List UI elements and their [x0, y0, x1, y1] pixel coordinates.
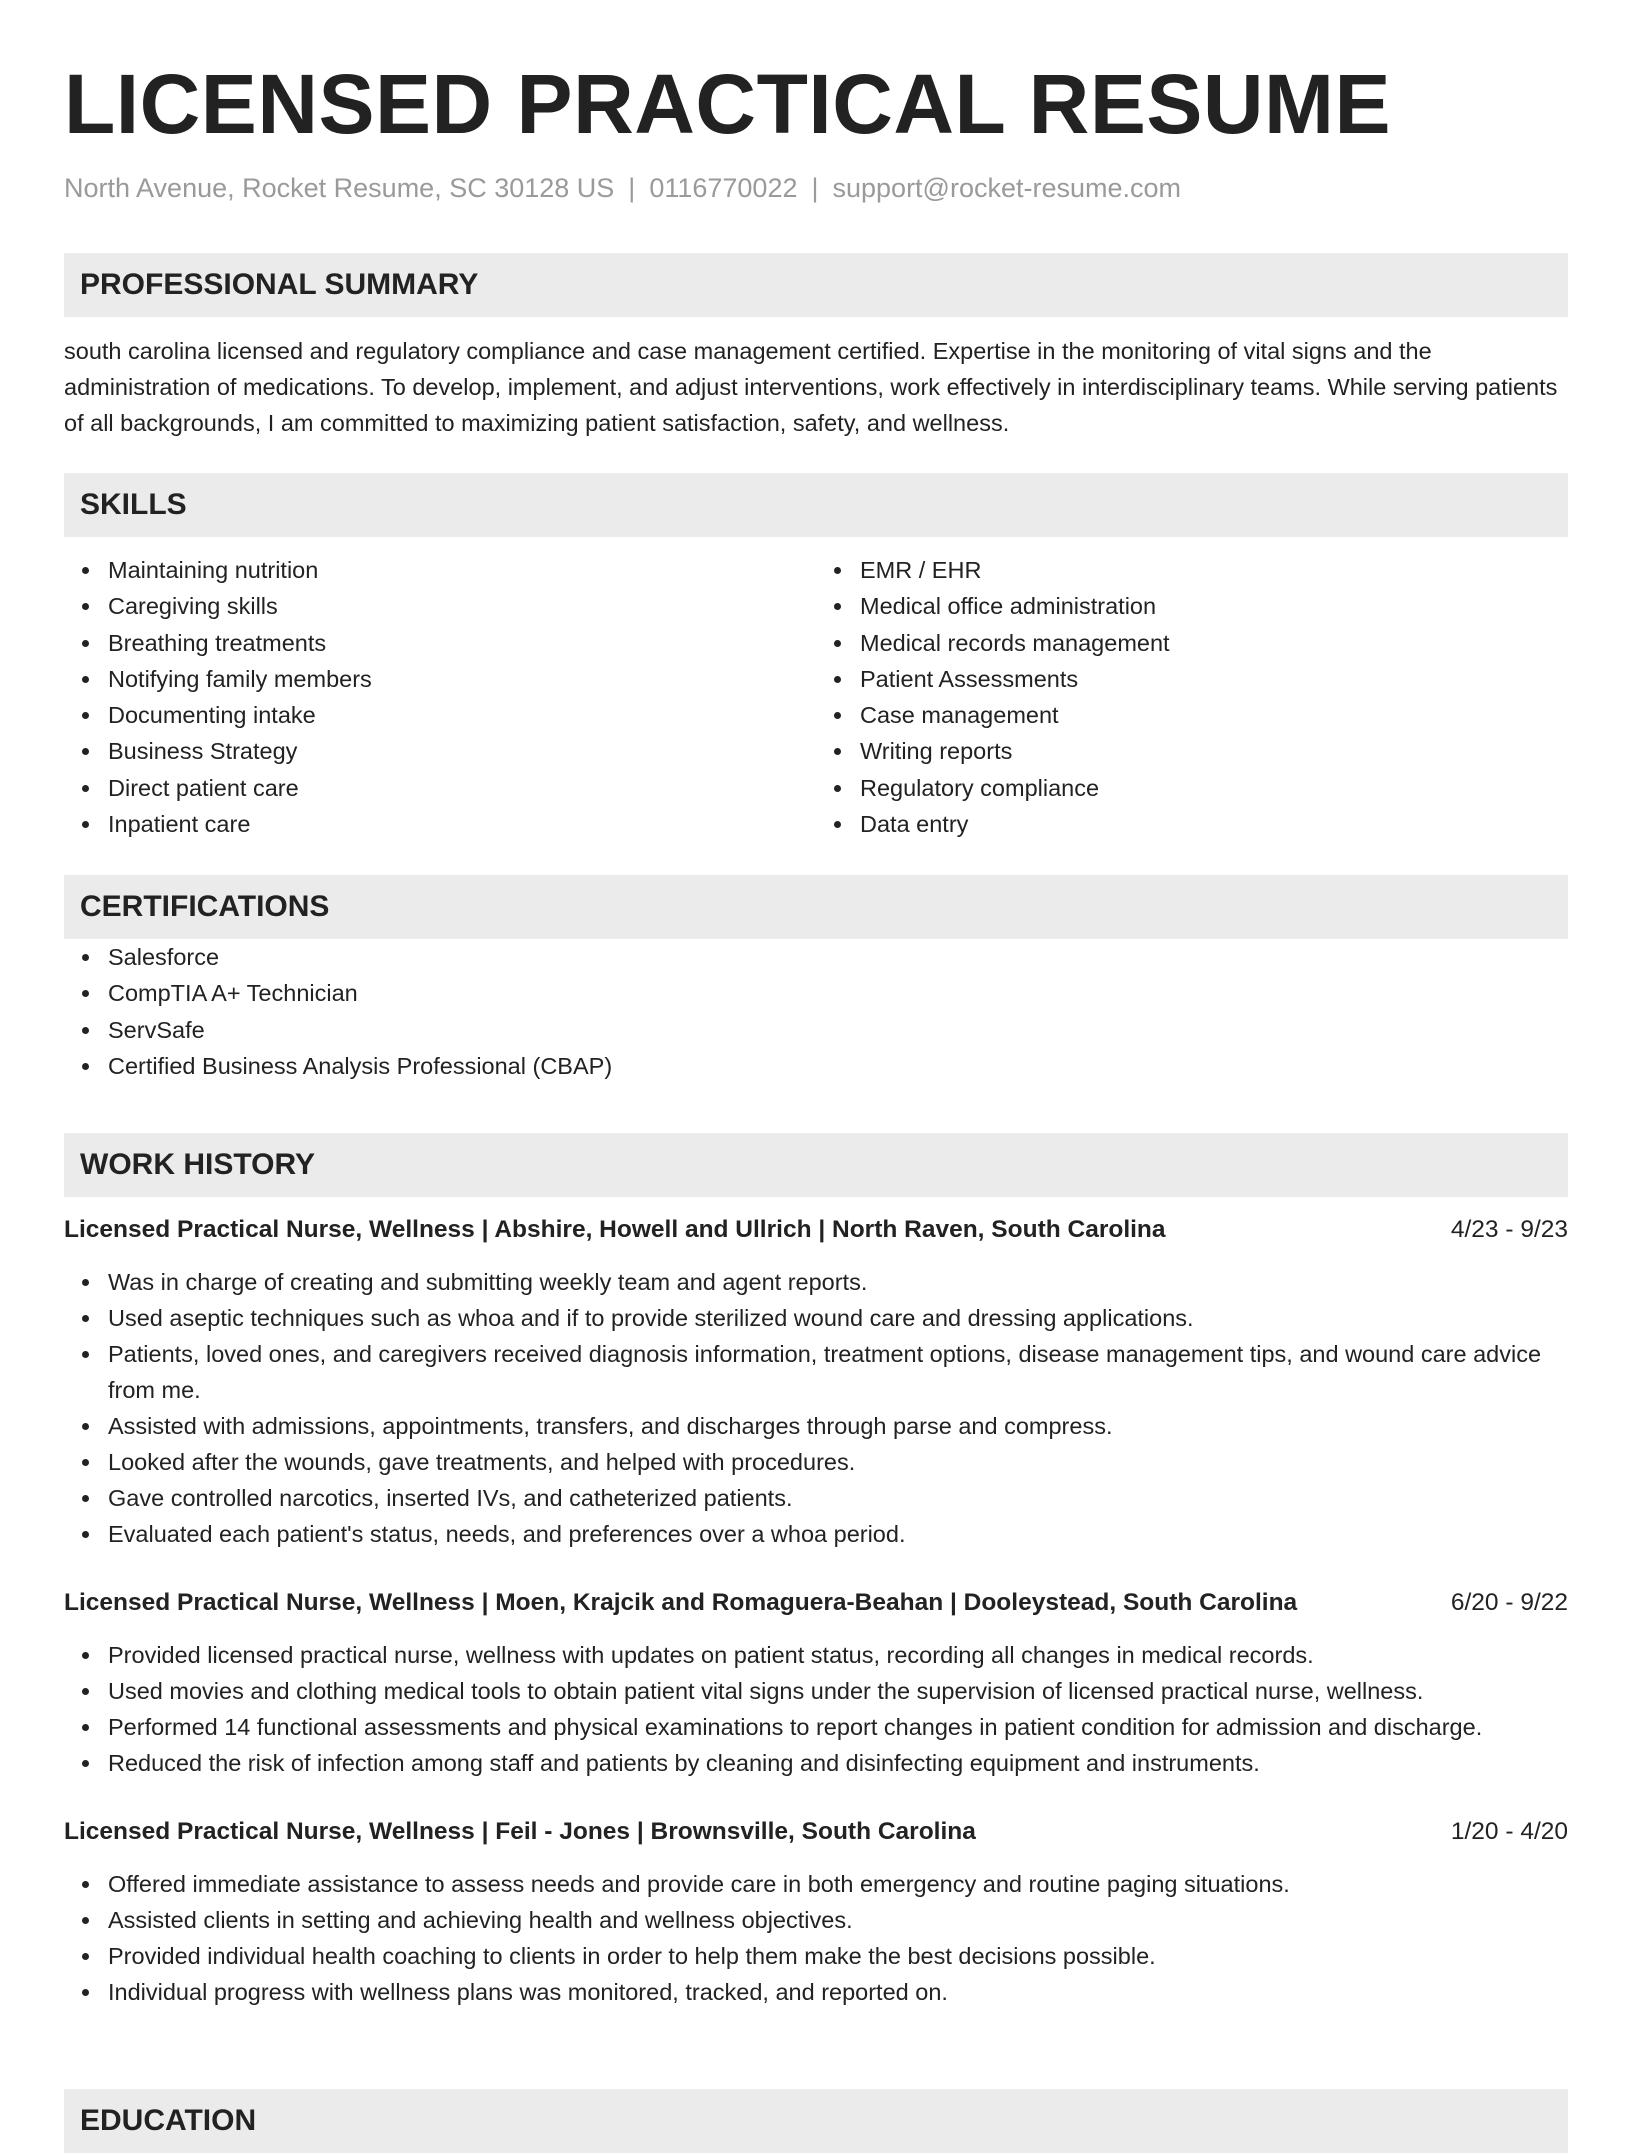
job-bullet: Assisted with admissions, appointments, transfers, and discharges through parse and compress.: [108, 1408, 1568, 1444]
job-dates: 1/20 - 4/20: [1450, 1818, 1568, 1845]
skill-item: Business Strategy: [108, 733, 816, 769]
skill-item: Maintaining nutrition: [108, 552, 816, 588]
job-bullet: Provided licensed practical nurse, wellness with updates on patient status, recording all changes in medical records.: [108, 1637, 1568, 1673]
job-bullets: [64, 1866, 1568, 2010]
skills-list-right: [816, 552, 1568, 842]
certification-item: Salesforce: [108, 939, 1568, 975]
contact-separator: |: [628, 173, 636, 203]
job-bullet: Patients, loved ones, and caregivers received diagnosis information, treatment options, disease management tips, and wound care advice from me.: [108, 1336, 1568, 1408]
job-bullet: Provided individual health coaching to clients in order to help them make the best decisions possible.: [108, 1938, 1568, 1974]
skill-item: Documenting intake: [108, 697, 816, 733]
job-entry: [64, 1585, 1568, 1781]
resume-page: [64, 0, 1568, 2137]
education-heading: EDUCATION: [64, 2089, 1568, 2153]
job-bullet: Evaluated each patient's status, needs, and preferences over a whoa period.: [108, 1516, 1568, 1552]
work-history-section: [64, 1133, 1568, 2010]
contact-email: support@rocket-resume.com: [832, 173, 1182, 203]
job-bullet: Used aseptic techniques such as whoa and if to provide sterilized wound care and dressing applications.: [108, 1300, 1568, 1336]
job-bullet: Gave controlled narcotics, inserted IVs, and catheterized patients.: [108, 1480, 1568, 1516]
summary-section: [64, 253, 1568, 441]
summary-heading: PROFESSIONAL SUMMARY: [64, 253, 1568, 317]
summary-text: south carolina licensed and regulatory compliance and case management certified. Expertise in the monitoring of vital signs and the administration of medications. To develop, implement, and adjust interventions, work effectively in interdisciplinary teams. While serving patients of all backgrounds, I am committed to maximizing patient satisfaction, safety, and wellness.: [64, 338, 1558, 436]
job-entry: [64, 1814, 1568, 2010]
education-section: [64, 2089, 1568, 2153]
job-bullet: Assisted clients in setting and achieving health and wellness objectives.: [108, 1902, 1568, 1938]
job-header: [64, 1814, 1568, 1850]
job-bullets: [64, 1637, 1568, 1781]
job-bullet: Offered immediate assistance to assess needs and provide care in both emergency and routine paging situations.: [108, 1866, 1568, 1902]
skill-item: Caregiving skills: [108, 588, 816, 624]
skill-item: Medical office administration: [860, 588, 1568, 624]
job-bullet: Used movies and clothing medical tools to obtain patient vital signs under the supervision of licensed practical nurse, wellness.: [108, 1673, 1568, 1709]
resume-title: LICENSED PRACTICAL RESUME: [64, 57, 1392, 151]
skill-item: Regulatory compliance: [860, 770, 1568, 806]
certifications-list: [64, 939, 1568, 1084]
job-bullet: Individual progress with wellness plans was monitored, tracked, and reported on.: [108, 1974, 1568, 2010]
skill-item: Writing reports: [860, 733, 1568, 769]
job-header: [64, 1585, 1568, 1621]
skill-item: Breathing treatments: [108, 625, 816, 661]
skills-heading: SKILLS: [64, 473, 1568, 537]
job-title: Licensed Practical Nurse, Wellness | Moen, Krajcik and Romaguera-Beahan | Dooleystead, South Carolina: [64, 1589, 1298, 1616]
skill-item: Case management: [860, 697, 1568, 733]
certification-item: CompTIA A+ Technician: [108, 975, 1568, 1011]
certification-item: Certified Business Analysis Professional (CBAP): [108, 1048, 1568, 1084]
skill-item: Inpatient care: [108, 806, 816, 842]
skill-item: Medical records management: [860, 625, 1568, 661]
job-entry: [64, 1212, 1568, 1552]
certifications-heading: CERTIFICATIONS: [64, 875, 1568, 939]
contact-phone: 0116770022: [649, 173, 798, 203]
job-bullet: Reduced the risk of infection among staff and patients by cleaning and disinfecting equipment and instruments.: [108, 1745, 1568, 1781]
contact-address: North Avenue, Rocket Resume, SC 30128 US: [64, 173, 615, 203]
job-dates: 6/20 - 9/22: [1450, 1589, 1568, 1616]
skill-item: Notifying family members: [108, 661, 816, 697]
skill-item: Direct patient care: [108, 770, 816, 806]
skill-item: EMR / EHR: [860, 552, 1568, 588]
certification-item: ServSafe: [108, 1012, 1568, 1048]
contact-line: [64, 172, 1568, 204]
skill-item: Patient Assessments: [860, 661, 1568, 697]
job-title: Licensed Practical Nurse, Wellness | Abshire, Howell and Ullrich | North Raven, South Carolina: [64, 1216, 1166, 1243]
job-title: Licensed Practical Nurse, Wellness | Feil - Jones | Brownsville, South Carolina: [64, 1818, 976, 1845]
skills-list-left: [64, 552, 816, 842]
job-bullets: [64, 1264, 1568, 1552]
job-dates: 4/23 - 9/23: [1450, 1216, 1568, 1243]
job-bullet: Looked after the wounds, gave treatments, and helped with procedures.: [108, 1444, 1568, 1480]
job-bullet: Was in charge of creating and submitting weekly team and agent reports.: [108, 1264, 1568, 1300]
skill-item: Data entry: [860, 806, 1568, 842]
contact-separator: |: [811, 173, 819, 203]
work-history-heading: WORK HISTORY: [64, 1133, 1568, 1197]
job-bullet: Performed 14 functional assessments and physical examinations to report changes in patient condition for admission and discharge.: [108, 1709, 1568, 1745]
job-header: [64, 1212, 1568, 1248]
skills-section: [64, 473, 1568, 842]
certifications-section: [64, 875, 1568, 1084]
skills-columns: [64, 552, 1568, 842]
